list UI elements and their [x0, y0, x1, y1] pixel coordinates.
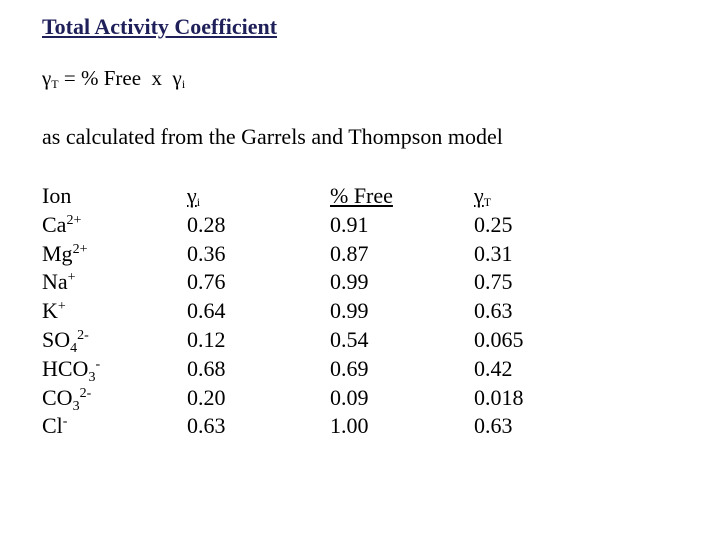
header-gamma-t — [474, 182, 524, 211]
ion-cell — [42, 355, 100, 384]
ion-cell — [42, 240, 100, 269]
gamma-i-column — [187, 182, 226, 441]
ion-cell — [42, 412, 100, 441]
gamma-i-cell: 0.64 — [187, 298, 226, 324]
formula — [42, 66, 185, 92]
free-column — [330, 182, 393, 441]
ion-base: Ca — [42, 211, 67, 237]
ion-charge: + — [57, 299, 66, 315]
free-cell: 0.69 — [330, 355, 369, 381]
free-cell: 0.87 — [330, 240, 369, 266]
gamma-t-cell: 0.42 — [474, 355, 513, 381]
gamma-t-cell: 0.25 — [474, 211, 513, 237]
header-gamma-i — [187, 182, 226, 211]
ion-subscript: 3 — [72, 398, 80, 414]
free-cell: 0.09 — [330, 384, 369, 410]
ion-cell — [42, 268, 100, 297]
free-cell: 1.00 — [330, 413, 369, 439]
page-title: Total Activity Coefficient — [42, 14, 278, 39]
gamma-t-cell: 0.018 — [474, 384, 524, 410]
ion-cell — [42, 384, 100, 413]
gamma-i-cell: 0.76 — [187, 269, 226, 295]
ion-subscript: 4 — [70, 340, 78, 356]
formula-rhs-symbol: γ — [172, 66, 182, 90]
gamma-t-cell: 0.63 — [474, 298, 513, 324]
gamma-i-cell: 0.28 — [187, 211, 226, 237]
gamma-t-cell: 0.63 — [474, 413, 513, 439]
ion-column — [42, 182, 100, 441]
ion-charge: 2+ — [66, 212, 82, 228]
header-gamma-t-symbol: γ — [474, 183, 484, 208]
formula-rhs-subscript: i — [181, 77, 186, 91]
free-cell: 0.99 — [330, 269, 369, 295]
free-cell: 0.54 — [330, 326, 369, 352]
gamma-i-cell: 0.20 — [187, 384, 226, 410]
ion-base: Na — [42, 269, 68, 295]
header-ion: Ion — [42, 183, 72, 208]
free-cell: 0.99 — [330, 298, 369, 324]
ion-base: Cl — [42, 413, 63, 439]
ion-base: Mg — [42, 240, 73, 266]
formula-equals: = % Free x — [58, 66, 173, 90]
ion-subscript: 3 — [88, 369, 96, 385]
gamma-t-cell: 0.75 — [474, 269, 513, 295]
gamma-i-cell: 0.68 — [187, 355, 226, 381]
header-gamma-t-subscript: T — [483, 195, 492, 209]
ion-charge: - — [95, 356, 101, 372]
gamma-i-cell: 0.36 — [187, 240, 226, 266]
ion-charge: 2- — [77, 327, 89, 343]
ion-charge: + — [67, 270, 76, 286]
gamma-t-cell: 0.31 — [474, 240, 513, 266]
gamma-t-cell: 0.065 — [474, 326, 524, 352]
ion-cell — [42, 211, 100, 240]
formula-lhs-subscript: T — [51, 77, 59, 91]
ion-cell — [42, 297, 100, 326]
gamma-i-cell: 0.12 — [187, 326, 226, 352]
ion-base: HCO — [42, 355, 89, 381]
gamma-i-cell: 0.63 — [187, 413, 226, 439]
gamma-t-column — [474, 182, 524, 441]
ion-base: CO — [42, 384, 73, 410]
source-line: as calculated from the Garrels and Thompson model — [42, 124, 503, 149]
free-cell: 0.91 — [330, 211, 369, 237]
ion-charge: - — [62, 414, 68, 430]
header-gamma-i-subscript: i — [196, 195, 201, 209]
ion-base: SO — [42, 326, 71, 352]
ion-charge: 2- — [79, 385, 92, 401]
ion-cell — [42, 326, 100, 355]
formula-lhs-symbol: γ — [42, 66, 52, 90]
ion-charge: 2+ — [72, 241, 88, 257]
ion-base: K — [42, 298, 58, 324]
header-gamma-i-symbol: γ — [187, 183, 197, 208]
header-free: % Free — [330, 183, 393, 208]
